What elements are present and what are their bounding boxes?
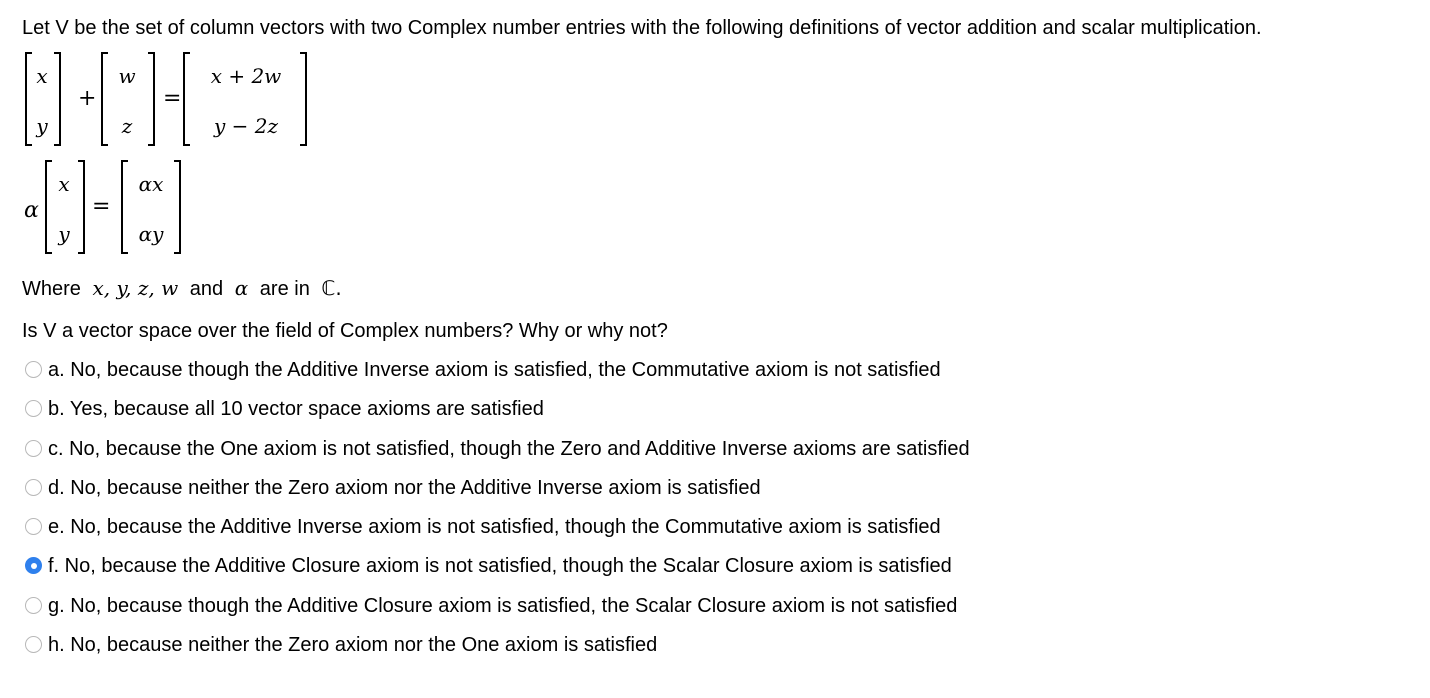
where-prefix: Where	[22, 278, 81, 300]
option-label: f. No, because the Additive Closure axiom is not satisfied, though the Scalar Closure axiom is satisfied	[48, 555, 952, 578]
radio-button[interactable]	[25, 557, 42, 574]
question-text: Is V a vector space over the field of Complex numbers? Why or why not?	[22, 320, 668, 342]
equals-sign: =	[163, 86, 182, 111]
where-vars: x, y, z, w	[92, 276, 179, 300]
radio-button[interactable]	[25, 479, 42, 496]
option-f[interactable]	[25, 553, 970, 592]
alpha-symbol: α	[24, 198, 39, 223]
right-bracket	[172, 160, 182, 254]
v1-top: x	[36, 64, 48, 88]
option-label: a. No, because though the Additive Inverse axiom is satisfied, the Commutative axiom is not satisfied	[48, 359, 941, 381]
sv-bottom: y	[58, 222, 70, 246]
option-c[interactable]	[25, 436, 970, 475]
option-label: h. No, because neither the Zero axiom nor the One axiom is satisfied	[48, 634, 658, 657]
where-and: and	[189, 278, 224, 300]
intro-text: Let V be the set of column vectors with two Complex number entries with the following definitions of vector addition and scalar multiplication.	[22, 17, 1262, 39]
option-label: b. Yes, because all 10 vector space axioms are satisfied	[48, 398, 544, 421]
option-e[interactable]	[25, 514, 970, 553]
scalar-equation	[0, 0, 220, 260]
equals-sign: =	[92, 194, 111, 219]
radio-button[interactable]	[25, 518, 42, 535]
option-label: c. No, because the One axiom is not satisfied, though the Zero and Additive Inverse axioms are satisfied	[48, 437, 970, 460]
option-label: g. No, because though the Additive Closure axiom is satisfied, the Scalar Closure axiom is not satisfied	[48, 594, 958, 617]
option-h[interactable]	[25, 632, 970, 671]
radio-button[interactable]	[25, 440, 42, 457]
option-b[interactable]	[25, 396, 970, 435]
v2-bottom: z	[121, 114, 133, 138]
radio-button[interactable]	[25, 361, 42, 378]
complex-field: ℂ.	[321, 276, 342, 300]
result-top: x + 2w	[210, 64, 282, 88]
option-d[interactable]	[25, 475, 970, 514]
right-bracket	[76, 160, 86, 254]
option-label: d. No, because neither the Zero axiom nor the Additive Inverse axiom is satisfied	[48, 476, 761, 499]
answer-options	[25, 357, 970, 671]
where-alpha: α	[234, 276, 249, 300]
radio-button[interactable]	[25, 636, 42, 653]
where-suffix: are in	[259, 278, 310, 300]
sv-top: x	[58, 172, 70, 196]
sresult-bottom: αy	[138, 222, 164, 246]
option-g[interactable]	[25, 593, 970, 632]
option-a[interactable]	[25, 357, 970, 396]
v2-top: w	[118, 64, 136, 88]
right-bracket	[298, 52, 308, 146]
radio-button[interactable]	[25, 597, 42, 614]
v1-bottom: y	[36, 114, 48, 138]
result-bottom: y − 2z	[213, 114, 279, 138]
plus-sign: +	[78, 86, 97, 111]
option-label: e. No, because the Additive Inverse axiom is not satisfied, though the Commutative axiom is satisfied	[48, 516, 941, 539]
sresult-top: αx	[138, 172, 164, 196]
where-line	[22, 275, 342, 302]
radio-button[interactable]	[25, 400, 42, 417]
